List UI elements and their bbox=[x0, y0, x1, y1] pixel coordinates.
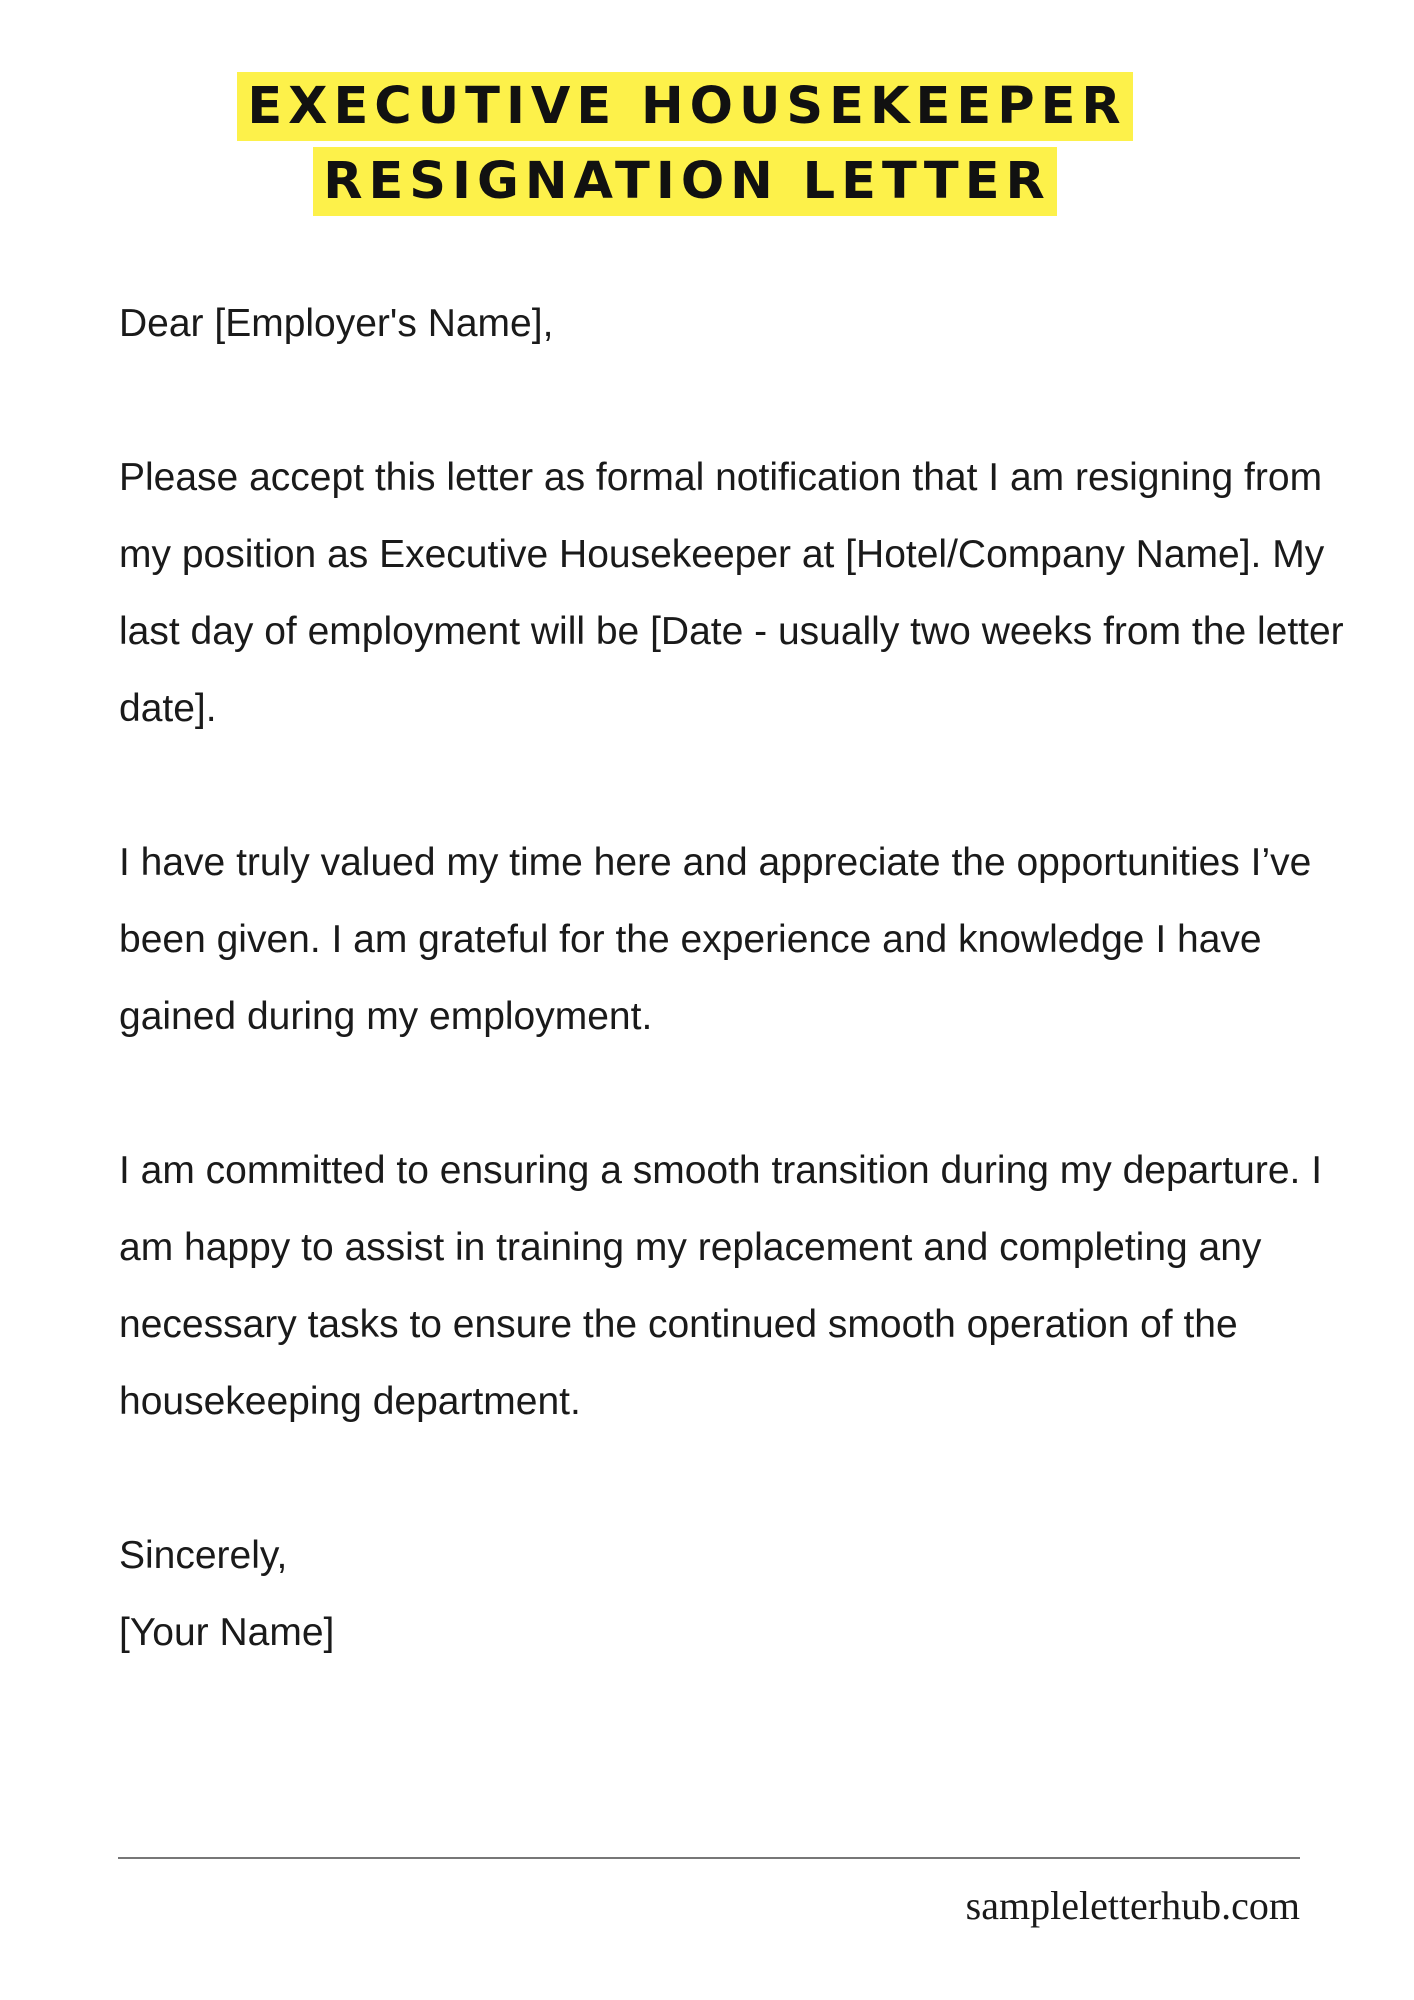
paragraph-2: I have truly valued my time here and appreciate the opportunities I’ve been given. I am grateful for the experience and knowledge I have gained during my employment. bbox=[119, 841, 1312, 1038]
paragraph-3: I am committed to ensuring a smooth transition during my departure. I am happy to assist in training my replacement and completing any necessary tasks to ensure the continued smooth operation of the housekeeping department. bbox=[119, 1149, 1323, 1423]
footer-site: sampleletterhub.com bbox=[965, 1883, 1300, 1928]
closing-block bbox=[119, 1517, 1359, 1671]
closing: Sincerely, bbox=[119, 1534, 288, 1577]
page-title bbox=[0, 72, 1370, 222]
salutation: Dear [Employer's Name], bbox=[119, 302, 554, 345]
letter-body bbox=[119, 285, 1359, 1671]
signature: [Your Name] bbox=[119, 1611, 335, 1654]
title-line-2: RESIGNATION LETTER bbox=[313, 147, 1057, 216]
paragraph-1: Please accept this letter as formal notification that I am resigning from my position as Executive Housekeeper at [Hotel/Company Name]. My last day of employment will be [Date - usually two weeks from the letter date]. bbox=[119, 456, 1344, 730]
footer-divider bbox=[118, 1857, 1300, 1859]
title-line-1: EXECUTIVE HOUSEKEEPER bbox=[237, 72, 1132, 141]
